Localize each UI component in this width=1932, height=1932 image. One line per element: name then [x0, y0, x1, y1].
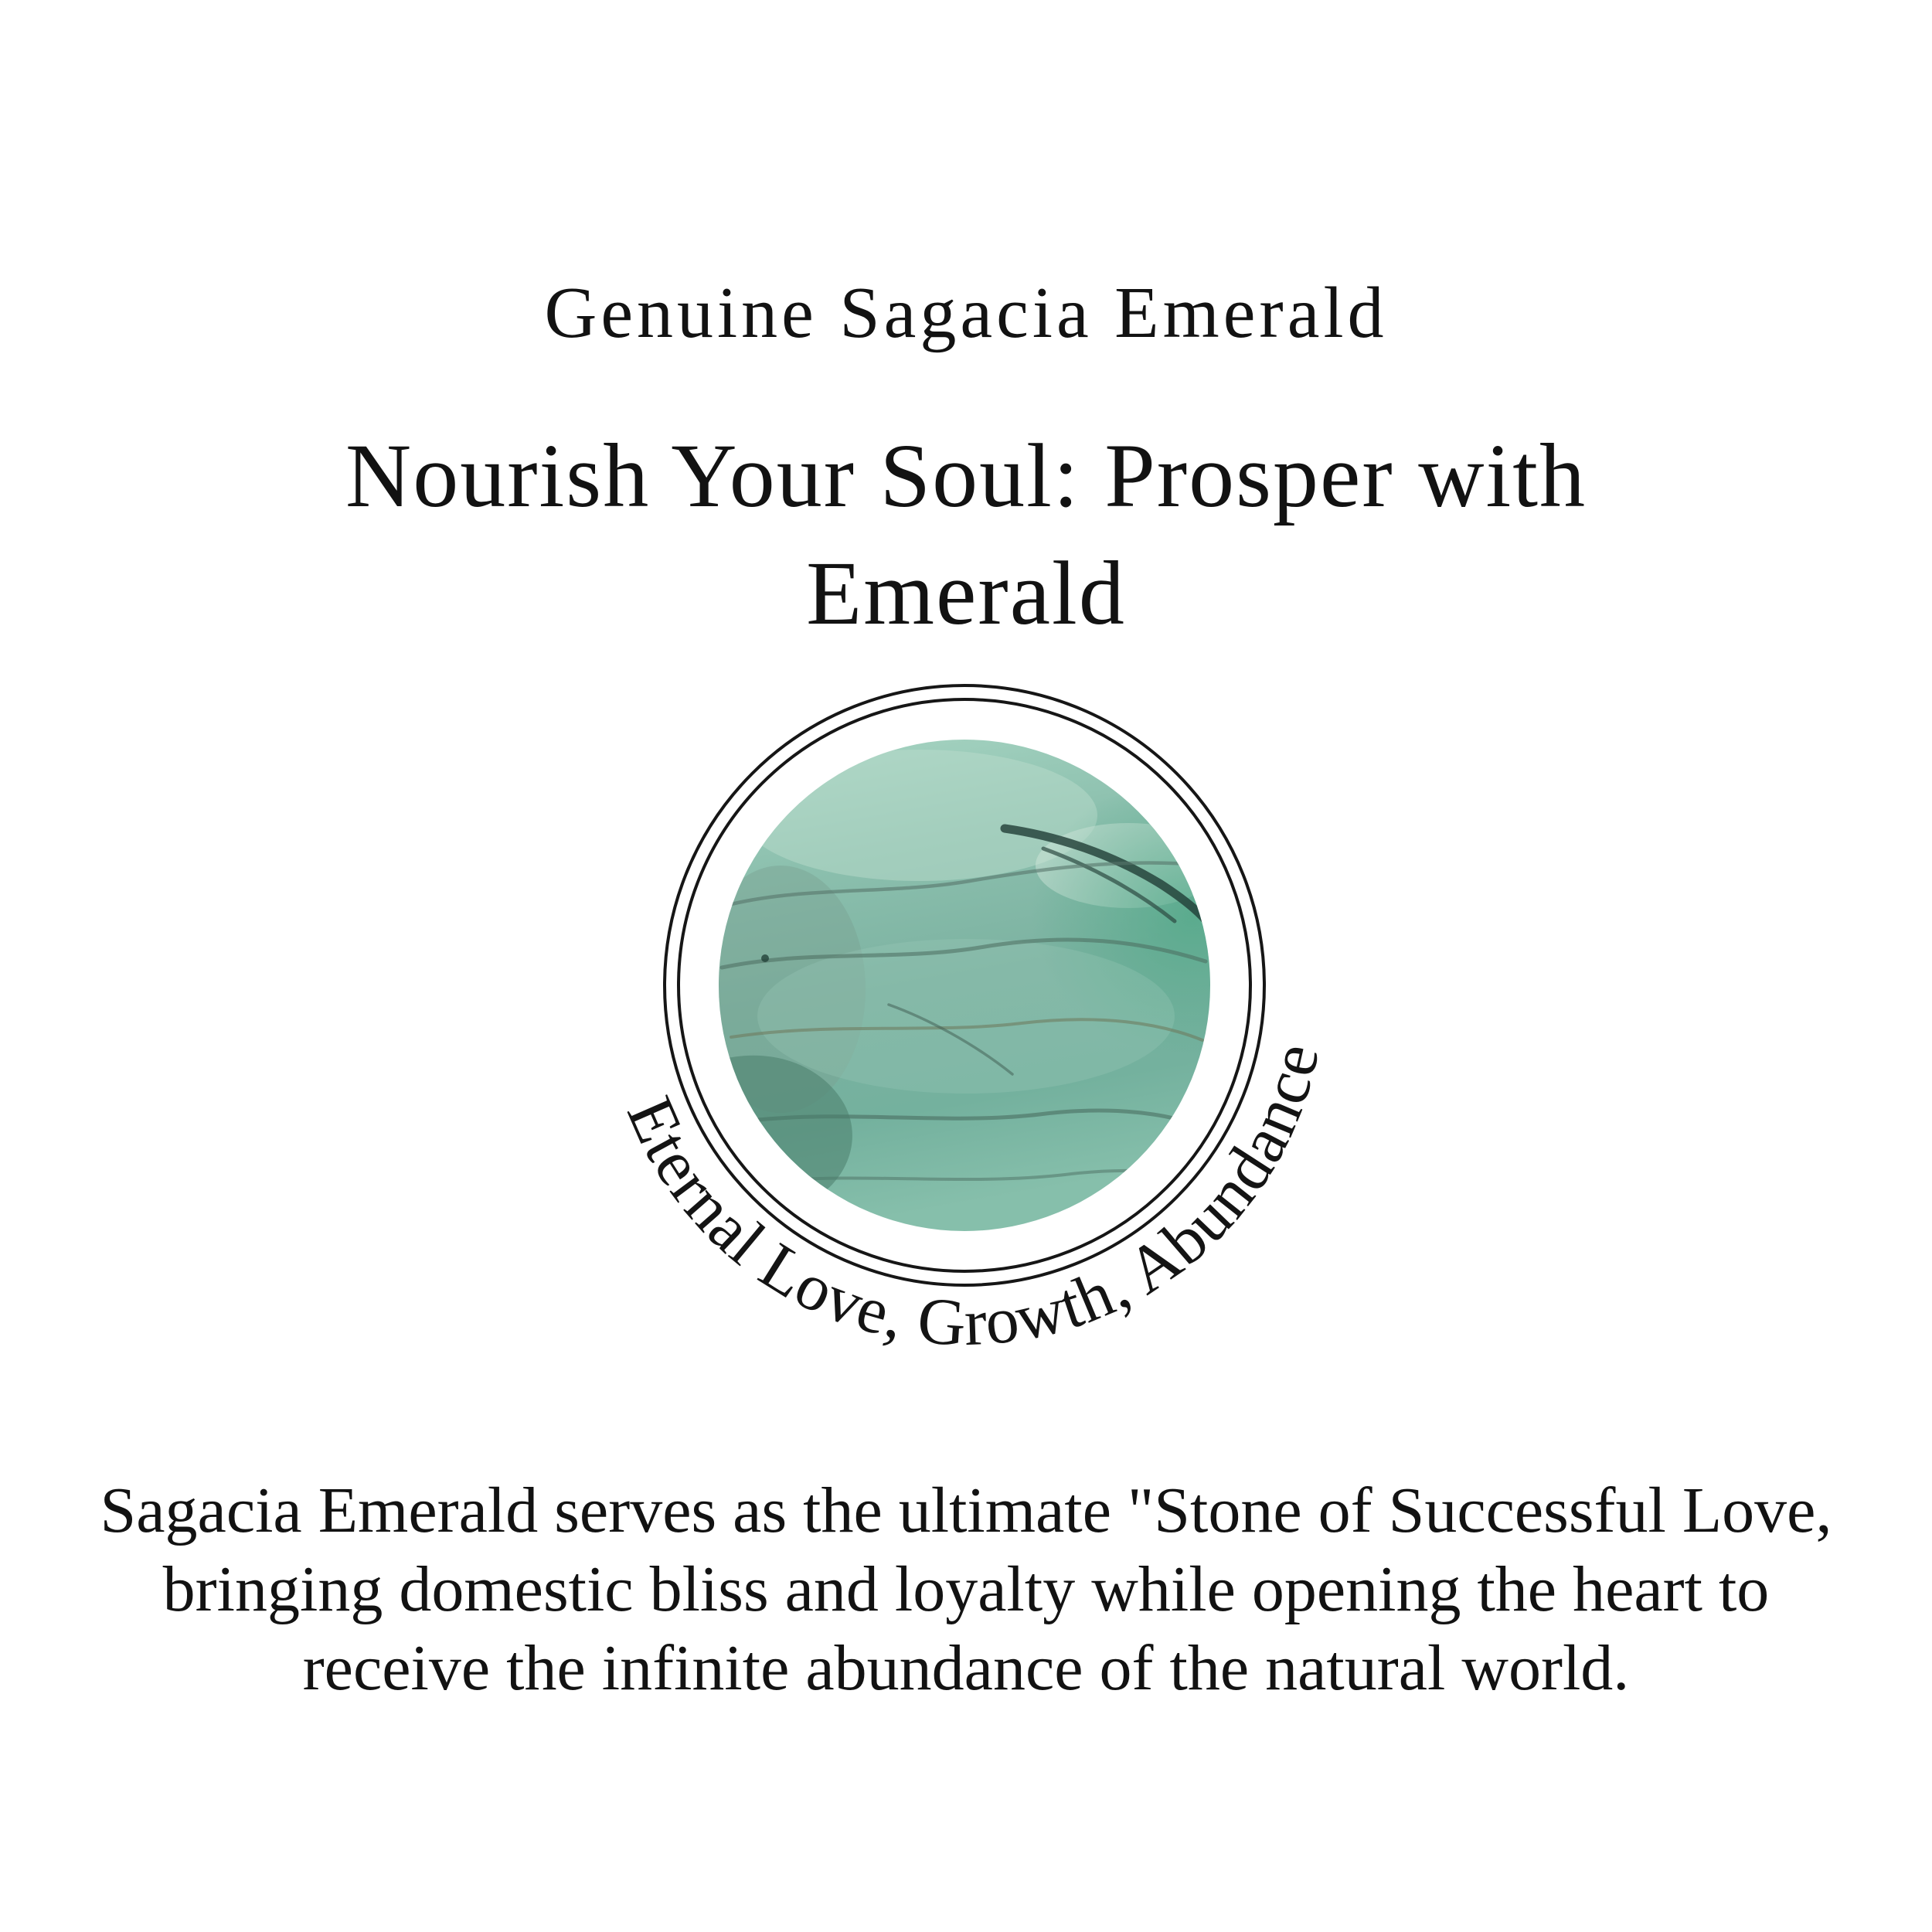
- emerald-stone-image: [696, 738, 1284, 1233]
- description: [0, 1471, 1932, 1708]
- description-line-1: Sagacia Emerald serves as the ultimate "Stone of Successful Love,: [100, 1475, 1832, 1546]
- headline-line-1: Nourish Your Soul: Prosper with: [345, 425, 1587, 526]
- product-name: Genuine Sagacia Emerald: [544, 273, 1388, 353]
- headline-line-2: Emerald: [806, 543, 1126, 644]
- description-line-2: bringing domestic bliss and loyalty while opening the heart to: [162, 1553, 1770, 1625]
- description-line-3: receive the infinite abundance of the natural world.: [302, 1632, 1630, 1704]
- stone-pale-patch-center: [757, 939, 1175, 1094]
- stone-speck: [761, 954, 769, 962]
- caption-arc-textpath: Eternal Love, Growth, Abundance: [613, 1036, 1334, 1360]
